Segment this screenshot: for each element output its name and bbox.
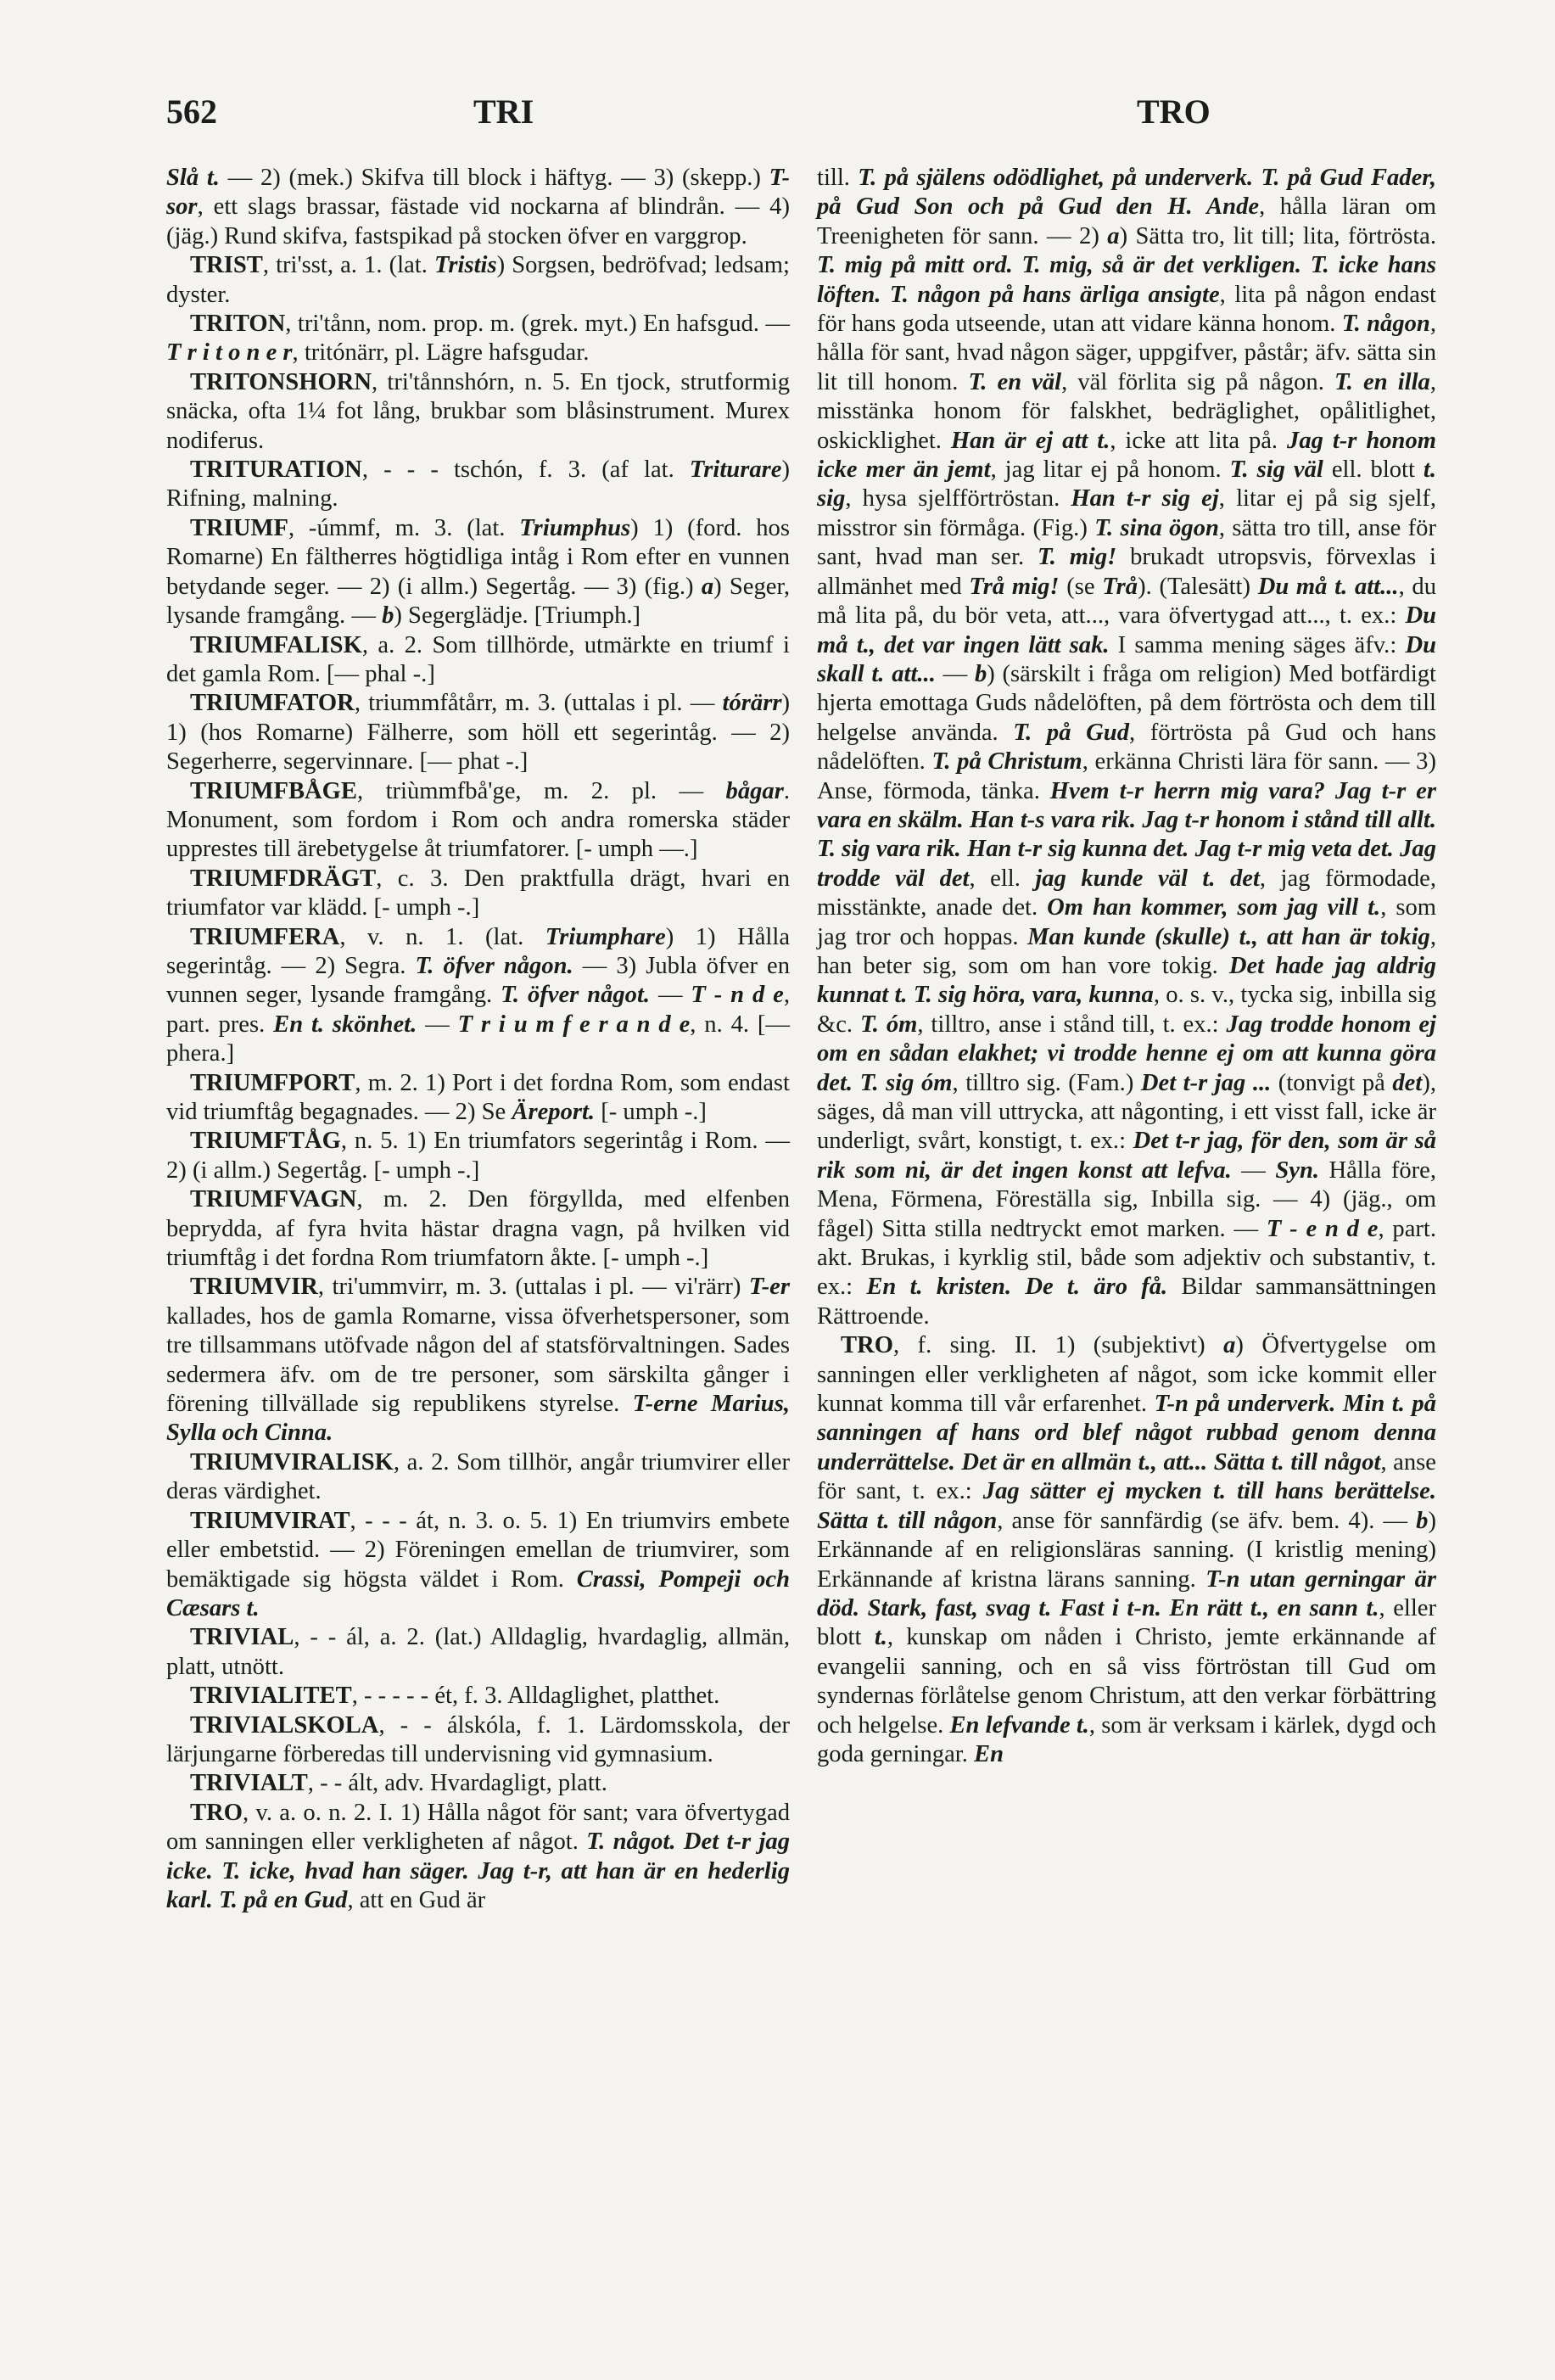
dictionary-entry: TRITON, tri'tånn, nom. prop. m. (grek. myt.) En hafsgud. — T r i t o n e r, tritónärr, pl. Lägre hafsgudar. — [166, 311, 790, 367]
dictionary-entry: TRIUMFBÅGE, triùmmfbå'ge, m. 2. pl. — bågar. Monument, som fordom i Rom och andra romerska städer upprestes till ärebetygelse åt triumfatorer. [- umph —.] — [166, 777, 790, 863]
dictionary-entry: TRITURATION, - - - tschón, f. 3. (af lat. Triturare) Rifning, malning. — [166, 456, 790, 512]
dictionary-entry: TRIUMF, -úmmf, m. 3. (lat. Triumphus) 1) (ford. hos Romarne) En fältherres högtidliga intåg i Rom efter en vunnen betydande seger. — 2) (i allm.) Segertåg. — 3) (fig.) a) Seger, lysande framgång. — b) Segerglädje. [Triumph.] — [166, 514, 791, 630]
dictionary-entry: TRIUMFVAGN, m. 2. Den förgyllda, med elfenben beprydda, af fyra hvita hästar dragna vagn, på hvilken vid triumftåg i det fordna Rom triumfatorn åkte. [- umph -.] — [166, 1186, 790, 1272]
dictionary-entry: TRIVIALSKOLA, - - álskóla, f. 1. Lärdomsskola, der lärjungarne förberedas till undervisning vid gymnasium. — [166, 1711, 790, 1767]
dictionary-entry: till. T. på själens odödlighet, på underverk. T. på Gud Fader, på Gud Son och på Gud den H. Ande, hålla läran om Treenigheten för sann. — 2) a) Sätta tro, lit till; lita, förtrösta. T. mig på mitt ord. T. mig, så är det verkligen. T. icke hans löften. T. någon på hans ärliga ansigte, lita på någon endast för hans goda utseende, utan att vidare känna honom. T. någon, hålla för sant, hvad någon säger, uppgifver, påstår; äfv. sätta sin lit till honom. T. en väl, väl förlita sig på någon. T. en illa, misstänka honom för falskhet, bedräglighet, opålitlighet, oskicklighet. Han är ej att t., icke att lita på. Jag t-r honom icke mer än jemt, jag litar ej på honom. T. sig väl ell. blott t. sig, hysa sjelfförtröstan. Han t-r sig ej, litar ej på sig sjelf, misstror sin förmåga. (Fig.) T. sina ögon, sätta tro till, anse för sant, hvad man ser. T. mig! brukadt utropsvis, förvexlas i allmänhet med Trå mig! (se Trå). (Talesätt) Du må t. att..., du må lita på, du bör veta, att..., vara öfvertygad att..., t. ex.: Du må t., det var ingen lätt sak. I samma mening säges äfv.: Du skall t. att... — b) (särskilt i fråga om religion) Med botfärdigt hjerta emottaga Guds nådelöften, på dem förtrösta och dem till helgelse använda. T. på Gud, förtrösta på Gud och hans nådelöften. T. på Christum, erkänna Christi lära för sann. — 3) Anse, förmoda, tänka. Hvem t-r herrn mig vara? Jag t-r er vara en skälm. Han t-s vara rik. Jag t-r honom i stånd till allt. T. sig vara rik. Han t-r sig kunna det. Jag t-r mig veta det. Jag trodde väl det, ell. jag kunde väl t. det, jag förmodade, misstänkte, anade det. Om han kommer, som jag vill t., som jag tror och hoppas. Man kunde (skulle) t., att han är tokig, han beter sig, som om han vore tokig. Det hade jag aldrig kunnat t. T. sig höra, vara, kunna, o. s. v., tycka sig, inbilla sig &c. T. óm, tilltro, anse i stånd till, t. ex.: Jag trodde honom ej om en sådan elakhet; vi trodde henne ej om att kunna göra det. T. sig óm, tilltro sig. (Fam.) Det t-r jag ... (tonvigt på det), säges, då man vill uttrycka, att någonting, i ett visst fall, icke är underligt, svårt, konstigt, t. ex.: Det t-r jag, för den, som är så rik som ni, är det ingen konst att lefva. — Syn. Hålla före, Mena, Förmena, Föreställa sig, Inbilla sig. — 4) (jäg., om fågel) Sitta stilla nedtryckt emot marken. — T - e n d e, part. akt. Brukas, i kyrklig stil, både som adjektiv och substantiv, t. ex.: En t. kristen. De t. äro få. Bildar sammansättningen Rättroende. — [817, 165, 1437, 1330]
dictionary-entry: TRO, v. a. o. n. 2. I. 1) Hålla något för sant; vara öfvertygad om sanningen eller verkligheten af något. T. något. Det t-r jag icke. T. icke, hvad han säger. Jag t-r, att han är en hederlig karl. T. på en Gud, att en Gud är — [166, 1799, 790, 1913]
dictionary-entry: TRO, f. sing. II. 1) (subjektivt) a) Öfvertygelse om sanningen eller verkligheten af något, som icke kommit eller kunnat komma till vår erfarenhet. T-n på underverk. Min t. på sanningen af hans ord blef något rubbad genom denna underrättelse. Det är en allmän t., att... Sätta t. till något, anse för sant, t. ex.: Jag sätter ej mycken t. till hans berättelse. Sätta t. till någon, anse för sannfärdig (se äfv. bem. 4). — b) Erkännande af en religionsläras sanning. (I kristlig mening) Erkännande af kristna lärans sanning. T-n utan gerningar är död. Stark, fast, svag t. Fast i t-n. En rätt t., en sann t., eller blott t., kunskap om nåden i Christo, jemte erkännande af evangelii sanning, och en så viss förtröstan till Gud om syndernas förlåtelse genom Christum, att den verkar förbättring och helgelse. En lefvande t., som är verksam i kärlek, dygd och goda gerningar. En — [817, 1332, 1437, 1767]
dictionary-entry: TRIUMFALISK, a. 2. Som tillhörde, utmärkte en triumf i det gamla Rom. [— phal -.] — [166, 631, 790, 687]
dictionary-entry: TRIVIALITET, - - - - - ét, f. 3. Alldaglighet, platthet. — [190, 1683, 720, 1710]
guide-word-left: TRI — [473, 92, 534, 131]
running-header — [166, 92, 1428, 143]
dictionary-entry: TRIUMVIRALISK, a. 2. Som tillhör, angår triumvirer eller deras värdighet. — [166, 1448, 790, 1505]
dictionary-entry: TRIUMVIR, tri'ummvirr, m. 3. (uttalas i pl. — vi'rärr) T-er kallades, hos de gamla Romarne, vissa öfverhetspersoner, som tre tillsammans utöfvade någon del af statsförvaltningen. Sades sedermera äfv. om de tre personer, som särskilta gånger i förening tillvällade sig republikens styrelse. T-erne Marius, Sylla och Cinna. — [166, 1274, 790, 1447]
dictionary-entry: TRIVIALT, - - ált, adv. Hvardagligt, platt. — [190, 1770, 607, 1797]
dictionary-entry: TRIVIAL, - - ál, a. 2. (lat.) Alldaglig, hvardaglig, allmän, platt, utnött. — [166, 1624, 790, 1680]
page-number: 562 — [166, 92, 217, 131]
dictionary-entry: TRIUMFERA, v. n. 1. (lat. Triumphare) 1) Hålla segerintåg. — 2) Segra. T. öfver någon. — 3) Jubla öfver en vunnen seger, lysande framgång. T. öfver något. — T - n d e, part. pres. En t. skönhet. — T r i u m f e r a n d e, n. 4. [— phera.] — [166, 923, 791, 1067]
dictionary-entry: TRIUMFATOR, triummfåtårr, m. 3. (uttalas i pl. — tórärr) 1) (hos Romarne) Fälherre, som höll ett segerintåg. — 2) Segerherre, segervinnare. [— phat -.] — [166, 690, 790, 776]
dictionary-entry: Slå t. — 2) (mek.) Skifva till block i häftyg. — 3) (skepp.) T-sor, ett slags brassar, fästade vid nockarna af blindrån. — 4) (jäg.) Rund skifva, fastspikad på stocken öfver en varggrop. — [166, 165, 791, 249]
dictionary-entry: TRIUMFDRÄGT, c. 3. Den praktfulla drägt, hvari en triumfator var klädd. [- umph -.] — [166, 865, 790, 921]
dictionary-entry: TRITONSHORN, tri'tånnshórn, n. 5. En tjock, strutformig snäcka, ofta 1¼ fot lång, brukbar som blåsinstrument. Murex nodiferus. — [166, 368, 790, 454]
column-divider — [806, 155, 807, 2209]
dictionary-entry: TRIUMFTÅG, n. 5. 1) En triumfators segerintåg i Rom. — 2) (i allm.) Segertåg. [- umph -.] — [166, 1128, 790, 1184]
guide-word-right: TRO — [1137, 92, 1211, 131]
dictionary-entry: TRIUMVIRAT, - - - át, n. 3. o. 5. 1) En triumvirs embete eller embetstid. — 2) Föreningen emellan de triumvirer, som bemäktigade sig högsta väldet i Rom. Crassi, Pompeji och Cæsars t. — [166, 1507, 790, 1621]
left-column — [166, 164, 790, 1915]
right-column — [817, 164, 1436, 1769]
dictionary-entry: TRIST, tri'sst, a. 1. (lat. Tristis) Sorgsen, bedröfvad; ledsam; dyster. — [166, 252, 790, 308]
dictionary-entry: TRIUMFPORT, m. 2. 1) Port i det fordna Rom, som endast vid triumftåg begagnades. — 2) Se Äreport. [- umph -.] — [166, 1069, 790, 1125]
